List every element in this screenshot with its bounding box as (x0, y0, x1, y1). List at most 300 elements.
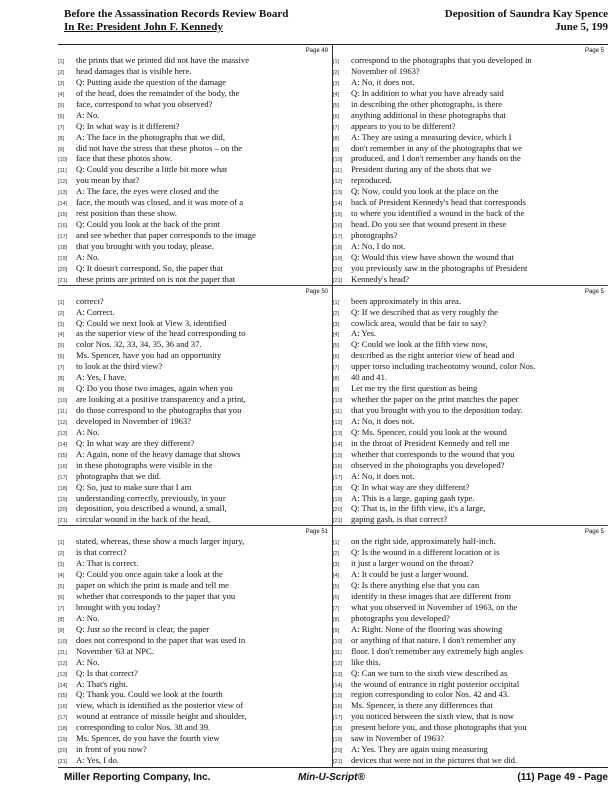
line-text: A: No, it does not. (351, 76, 415, 87)
line-text: face, correspond to what you observed? (76, 98, 213, 109)
line-number: [4] (58, 573, 65, 580)
transcript-line (58, 186, 328, 197)
line-text: Q: Do you those two images, again when you (76, 383, 233, 394)
line-text: what you observed in November of 1963, on the (351, 601, 518, 612)
transcript-line (58, 164, 328, 175)
line-number: [21] (333, 277, 343, 284)
line-text: A: No. (76, 656, 100, 667)
line-text: Q: Is the wound in a different location or is (351, 547, 500, 558)
page-number: Page 5 (584, 288, 604, 295)
line-number: [10] (333, 638, 343, 645)
transcript-line (333, 536, 604, 547)
line-text (76, 766, 328, 767)
line-text: whether that corresponds to the paper that you (76, 591, 236, 602)
deposition-title: Deposition of Saundra Kay Spence (444, 8, 608, 20)
line-text: view, which is identified as the posterior view of (76, 700, 244, 711)
line-text: A: The face in the photographs that we did, (76, 131, 225, 142)
transcript-line (333, 328, 604, 339)
line-number: [4] (333, 332, 340, 339)
line-text: face, the mouth was closed, and it was more of a (76, 197, 244, 208)
line-text: wound at entrance of missile height and shoulder, (76, 711, 247, 722)
line-text: the wound of entrance in right posterior occipital (351, 678, 520, 689)
line-number: [11] (333, 649, 342, 656)
line-text: like this. (351, 656, 381, 667)
line-number: [1] (333, 540, 340, 547)
transcript-line (58, 657, 328, 668)
transcript-line (333, 361, 604, 372)
line-text: color Nos. 32, 33, 34, 35, 36 and 37. (76, 339, 202, 350)
transcript-line (58, 121, 328, 132)
transcript-line (333, 274, 604, 285)
transcript-line (333, 569, 604, 580)
line-number: [12] (58, 419, 68, 426)
transcript-panel (58, 45, 333, 286)
line-text: you noticed between the sixth view, that is now (351, 711, 514, 722)
transcript-line (58, 591, 328, 602)
line-text: A: Yes. (351, 328, 377, 339)
line-text: photographs you developed? (351, 612, 450, 623)
transcript-line (333, 143, 604, 154)
line-text: the prints that we printed did not have the massive (76, 55, 250, 65)
transcript-line (58, 55, 328, 66)
line-number: [6] (58, 113, 65, 120)
line-number: [12] (58, 179, 68, 186)
line-number: [11] (58, 168, 67, 175)
line-number: [18] (333, 726, 343, 733)
transcript-line (58, 624, 328, 635)
line-number: [20] (58, 507, 68, 514)
line-number: [13] (58, 671, 68, 678)
line-number: [7] (58, 124, 65, 131)
transcript-line (333, 350, 604, 361)
line-text: understanding correctly, previously, in your (76, 492, 226, 503)
line-text: reproduced. (351, 175, 392, 186)
line-text: to look at the third view? (76, 361, 163, 372)
line-number: [19] (333, 737, 343, 744)
line-text: A: No. (76, 612, 100, 623)
transcript-line (58, 646, 328, 657)
transcript-line (58, 635, 328, 646)
transcript-line (333, 110, 604, 121)
line-number: [16] (333, 704, 343, 711)
line-number: [11] (333, 409, 342, 416)
line-number: [4] (58, 332, 65, 339)
transcript-line (58, 482, 328, 493)
line-number: [19] (58, 737, 68, 744)
transcript-line (58, 241, 328, 252)
line-number: [20] (58, 748, 68, 755)
line-text: A: Yes, I have. (76, 372, 127, 383)
line-number: [10] (58, 157, 68, 164)
transcript-grid (58, 44, 608, 768)
transcript-line (58, 503, 328, 514)
line-number: [15] (58, 452, 68, 459)
line-text: or anything of that nature. I don't remember any (351, 634, 517, 645)
line-number: [15] (58, 693, 68, 700)
line-text: A: Right. None of the flooring was showing (351, 623, 503, 634)
line-text: described as the right anterior view of head and (351, 350, 515, 361)
line-number: [2] (333, 551, 340, 558)
line-text: as the superior view of the head corresponding to (76, 328, 246, 339)
line-number: [8] (333, 376, 340, 383)
line-text: A: Correct. (76, 306, 115, 317)
transcript-line (58, 689, 328, 700)
line-text: Q: If we described that as very roughly the (351, 306, 499, 317)
line-number: [1] (58, 59, 65, 65)
line-text: A: No. (76, 109, 100, 120)
line-text: Q: That is, in the fifth view, it's a large, (351, 503, 486, 514)
transcript-lines (58, 536, 328, 767)
line-number: [9] (333, 146, 340, 153)
line-number: [20] (58, 266, 68, 273)
transcript-lines (58, 296, 328, 527)
transcript-line (333, 197, 604, 208)
transcript-line (58, 602, 328, 613)
line-text: deposition, you described a wound, a small, (76, 503, 227, 514)
line-text: A: No, I do not. (351, 240, 406, 251)
transcript-line (333, 66, 604, 77)
transcript-line (333, 602, 604, 613)
line-text: paper on which the print is made and tell me (76, 580, 229, 591)
line-number: [16] (333, 223, 343, 230)
line-text: appears to you to be different? (351, 120, 456, 131)
transcript-line (58, 394, 328, 405)
transcript-line (333, 132, 604, 143)
line-number: [15] (333, 693, 343, 700)
transcript-line (58, 318, 328, 329)
transcript-line (333, 657, 604, 668)
line-number: [14] (333, 441, 343, 448)
transcript-line (58, 361, 328, 372)
transcript-line (333, 153, 604, 164)
line-number: [6] (333, 595, 340, 602)
line-number: [4] (333, 573, 340, 580)
transcript-line (333, 547, 604, 558)
line-number: [5] (333, 343, 340, 350)
line-text: region corresponding to color Nos. 42 and 43. (351, 689, 510, 700)
line-number: [5] (333, 102, 340, 109)
line-number: [19] (58, 496, 68, 503)
transcript-line (333, 252, 604, 263)
line-number: [19] (58, 255, 68, 262)
transcript-line (58, 197, 328, 208)
transcript-line (58, 449, 328, 460)
line-text: A: They are using a measuring device, which I (351, 131, 512, 142)
line-text: you mean by that? (76, 175, 140, 186)
line-text: A: No, it does not. (351, 470, 415, 481)
line-text: devices that were not in the pictures that we did. (351, 755, 518, 766)
line-text: 40 and 41. (351, 372, 388, 383)
transcript-line (333, 668, 604, 679)
line-text: Q: So, just to make sure that I am (76, 481, 192, 492)
transcript-line (333, 689, 604, 700)
line-text: Q: In what way are they different? (351, 481, 470, 492)
line-number: [8] (58, 616, 65, 623)
page-number: Page 50 (305, 288, 328, 295)
line-text: A: No. (76, 251, 100, 262)
line-text: head. Do you see that wound present in these (351, 219, 507, 230)
line-text: stated, whereas, these show a much larger injury, (76, 536, 245, 547)
transcript-line (58, 208, 328, 219)
line-number: [6] (58, 354, 65, 361)
line-number: [9] (58, 387, 65, 394)
line-number: [18] (333, 485, 343, 492)
line-text: Q: Could you once again take a look at the (76, 569, 223, 580)
transcript-panel (333, 286, 608, 527)
line-number: [17] (58, 234, 68, 240)
transcript-line (58, 679, 328, 690)
line-number: [5] (58, 584, 65, 591)
line-text: November of 1963? (351, 65, 420, 76)
line-number: [21] (333, 518, 343, 525)
transcript-line (333, 394, 604, 405)
line-text: correspond to the photographs that you developed in (351, 55, 532, 65)
line-text: identify in these images that are different from (351, 591, 511, 602)
line-number: [14] (58, 201, 68, 208)
line-text: Q: Is there anything else that you can (351, 580, 480, 591)
transcript-line (333, 733, 604, 744)
transcript-line (58, 580, 328, 591)
transcript-line (333, 405, 604, 416)
transcript-line (58, 339, 328, 350)
line-text: rest position than these show. (76, 208, 177, 219)
line-number: [6] (333, 354, 340, 361)
line-number: [21] (58, 277, 68, 284)
line-text: Q: In addition to what you have already said (351, 87, 504, 98)
transcript-line (58, 438, 328, 449)
line-text: are looking at a positive transparency and a print, (76, 394, 246, 405)
transcript-line (58, 460, 328, 471)
page-number: Page 5 (584, 48, 604, 54)
line-number: [17] (333, 715, 343, 722)
line-number: [13] (333, 430, 343, 437)
line-text: A: This is a large, gaping gash type. (351, 492, 475, 503)
line-number: [6] (58, 595, 65, 602)
line-text: Ms. Spencer, is there any differences that (351, 700, 493, 711)
line-number: [13] (333, 190, 343, 197)
transcript-panel (58, 526, 333, 767)
line-text: Q: Putting aside the question of the damage (76, 76, 227, 87)
transcript-line (58, 77, 328, 88)
transcript-line (58, 252, 328, 263)
line-number: [2] (58, 310, 65, 317)
line-text: Kennedy's head? (351, 273, 410, 284)
line-number: [7] (58, 365, 65, 372)
transcript-line (58, 755, 328, 766)
transcript-line (333, 591, 604, 602)
transcript-line (58, 263, 328, 274)
transcript-line (333, 514, 604, 525)
line-text: to where you identified a wound in the back of the (351, 208, 525, 219)
transcript-panel (58, 286, 333, 527)
transcript-line (333, 77, 604, 88)
transcript-line (333, 624, 604, 635)
line-number: [18] (58, 726, 68, 733)
line-number: [13] (58, 430, 68, 437)
line-number: [2] (58, 551, 65, 558)
line-number: [11] (58, 409, 67, 416)
line-text: circular wound in the back of the head, (76, 514, 211, 525)
line-text: Q: Could you look at the back of the print (76, 219, 220, 230)
line-number: [9] (58, 627, 65, 634)
line-text: on the right side, approximately half-inch. (351, 536, 496, 547)
line-number: [2] (333, 69, 340, 76)
case-caption (64, 8, 288, 34)
line-number: [10] (58, 398, 68, 405)
line-text: correct? (76, 295, 104, 306)
transcript-line (58, 493, 328, 504)
line-text: November '63 at NPC. (76, 645, 154, 656)
page-header (64, 8, 608, 38)
line-text: developed in November of 1963? (76, 415, 192, 426)
deposition-date: June 5, 199 (555, 21, 608, 33)
line-number: [21] (58, 518, 68, 525)
line-text: brought with you today? (76, 601, 161, 612)
transcript-line (58, 613, 328, 624)
line-number: [3] (58, 562, 65, 569)
line-number: [4] (58, 91, 65, 98)
line-text: A: Again, none of the heavy damage that shows (76, 448, 241, 459)
case-name: In Re: President John F. Kennedy (64, 21, 223, 33)
line-text: it just a larger wound on the throat? (351, 558, 474, 569)
line-number: [17] (333, 234, 343, 240)
line-number: [3] (333, 80, 340, 87)
line-text: gaping gash, is that correct? (351, 514, 448, 525)
line-text: whether the paper on the print matches the paper (351, 394, 519, 405)
line-number: [10] (333, 157, 343, 164)
page-number: Page 51 (305, 529, 328, 536)
transcript-line (333, 208, 604, 219)
transcript-line (58, 66, 328, 77)
line-text: does not correspond to the paper that was used in (76, 634, 246, 645)
line-text: Q: Ms. Spencer, could you look at the wound (351, 426, 507, 437)
line-number: [1] (58, 540, 65, 547)
line-number: [1] (333, 59, 340, 65)
line-number: [20] (333, 507, 343, 514)
transcript-line (333, 493, 604, 504)
line-text: Let me try the first question as being (351, 383, 478, 394)
transcript-line (58, 766, 328, 767)
transcript-line (333, 679, 604, 690)
transcript-line (333, 383, 604, 394)
transcript-line (58, 350, 328, 361)
line-number: [17] (333, 474, 343, 481)
line-number: [21] (333, 759, 343, 766)
transcript-line (58, 230, 328, 241)
transcript-line (333, 449, 604, 460)
line-number: [13] (333, 671, 343, 678)
line-number: [19] (333, 255, 343, 262)
transcript-line (58, 416, 328, 427)
transcript-line (58, 744, 328, 755)
line-text: that you brought with you today, please. (76, 240, 214, 251)
transcript-line (333, 635, 604, 646)
line-number: [11] (333, 168, 342, 175)
line-text: Ms. Spencer, have you had an opportunity (76, 350, 222, 361)
line-number: [4] (333, 91, 340, 98)
transcript-line (333, 121, 604, 132)
line-number: [12] (333, 179, 343, 186)
transcript-line (333, 186, 604, 197)
line-number: [5] (58, 343, 65, 350)
line-text: Ms. Spencer, do you have the fourth view (76, 733, 220, 744)
transcript-line (333, 580, 604, 591)
line-number: [3] (58, 80, 65, 87)
line-text: produced, and I don't remember any hands on the (351, 153, 521, 164)
transcript-lines (333, 536, 604, 767)
line-text: you previously saw in the photographs of President (351, 262, 528, 273)
line-number: [14] (333, 682, 343, 689)
line-text: of the head, does the remainder of the body, the (76, 87, 240, 98)
line-number: [20] (333, 266, 343, 273)
line-number: [6] (333, 113, 340, 120)
line-number: [9] (333, 387, 340, 394)
transcript-line (333, 711, 604, 722)
transcript-line (333, 318, 604, 329)
transcript-line (333, 263, 604, 274)
page-range: (11) Page 49 - Page (517, 772, 608, 783)
line-number: [13] (58, 190, 68, 197)
transcript-line (333, 175, 604, 186)
transcript-line (333, 164, 604, 175)
transcript-line (333, 219, 604, 230)
line-number: [21] (58, 759, 68, 766)
line-text: upper torso including tracheotomy wound, color Nos. (351, 361, 536, 372)
line-number: [11] (58, 649, 67, 656)
line-number: [5] (333, 584, 340, 591)
line-number: [8] (333, 135, 340, 142)
line-text: A: Yes. They are again using measuring (351, 744, 488, 755)
line-text: these prints are printed on is not the paper that (76, 273, 236, 284)
line-text: Q: In what way are they different? (76, 437, 195, 448)
page-number: Page 5 (584, 529, 604, 536)
line-number: [5] (58, 102, 65, 109)
transcript-line (58, 471, 328, 482)
line-number: [8] (333, 616, 340, 623)
transcript-line (333, 339, 604, 350)
line-number: [17] (58, 715, 68, 722)
line-number: [16] (58, 223, 68, 230)
transcript-line (333, 55, 604, 66)
line-text: Q: Thank you. Could we look at the fourth (76, 689, 223, 700)
transcript-line (333, 427, 604, 438)
transcript-line (333, 416, 604, 427)
line-text: A: No, it does not. (351, 415, 415, 426)
transcript-line (58, 132, 328, 143)
line-number: [12] (333, 419, 343, 426)
line-number: [1] (58, 299, 65, 306)
transcript-line (58, 733, 328, 744)
line-number: [2] (333, 310, 340, 317)
line-number: [14] (58, 682, 68, 689)
transcript-lines (58, 55, 328, 286)
transcript-line (58, 405, 328, 416)
line-text: Q: Could we look at the fifth view now, (351, 339, 488, 350)
line-text: Q: Can we turn to the sixth view described as (351, 667, 508, 678)
line-text: head damages that is visible here. (76, 65, 192, 76)
line-text: saw in November of 1963? (351, 733, 445, 744)
transcript-line (333, 471, 604, 482)
page-number: Page 49 (305, 48, 328, 54)
line-number: [12] (58, 660, 68, 667)
line-text: do those correspond to the photographs that you (76, 405, 242, 416)
line-number: [15] (333, 452, 343, 459)
line-text: cowlick area, would that be fair to say? (351, 317, 487, 328)
transcript-lines (333, 55, 604, 286)
line-text: did not have the stress that these photos – on the (76, 142, 243, 153)
line-number: [16] (58, 704, 68, 711)
line-text (351, 766, 604, 767)
